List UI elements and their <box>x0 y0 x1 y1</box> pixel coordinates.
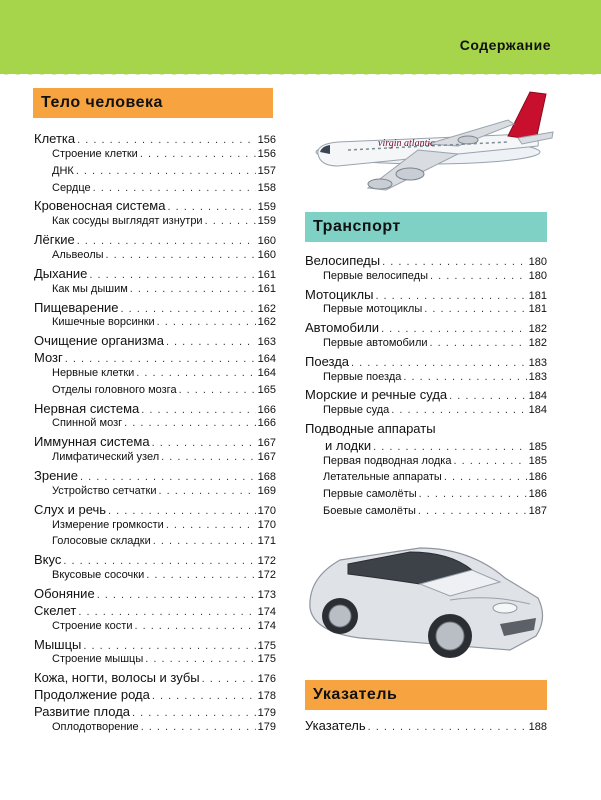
toc-entry-page: 174 <box>257 605 276 618</box>
toc-entry <box>323 337 547 349</box>
toc-entry-title: Мышцы <box>34 636 82 652</box>
toc-entry-leader <box>77 235 256 247</box>
section-title: Тело человека <box>41 94 163 111</box>
toc-entry <box>52 367 276 379</box>
toc-entry-leader <box>80 471 256 483</box>
toc-entry-leader <box>83 640 255 652</box>
toc-entry <box>34 198 276 213</box>
toc-entry-page: 164 <box>257 353 276 366</box>
toc-entry-title: Иммунная система <box>34 434 150 450</box>
toc-entry-title: Как мы дышим <box>52 282 128 295</box>
toc-entry-title: Боевые самолёты <box>323 505 416 517</box>
section-title: Указатель <box>313 686 398 703</box>
toc-entry-title: Нервные клетки <box>52 366 135 379</box>
toc-entry-leader <box>97 589 256 601</box>
toc-entry-title: Лёгкие <box>34 232 75 248</box>
toc-entry <box>34 300 276 315</box>
toc-entry-title: Зрение <box>34 468 78 483</box>
toc-entry-page: 170 <box>257 518 276 531</box>
page-title: Содержание <box>459 37 551 53</box>
toc-entry <box>34 687 276 702</box>
toc-entry-leader <box>76 165 256 177</box>
toc-entry <box>34 434 276 449</box>
toc-entry-title: Сердце <box>52 181 91 194</box>
toc-entry <box>323 404 547 416</box>
toc-entry-page: 168 <box>257 471 276 483</box>
toc-entry-leader <box>430 337 527 349</box>
toc-entry-page: 187 <box>528 505 547 517</box>
toc-entry-leader <box>373 441 527 453</box>
toc-entry-leader <box>382 256 527 268</box>
toc-entry-leader <box>167 201 255 213</box>
toc-entry <box>305 253 547 268</box>
toc-entry-title: Строение мышцы <box>52 653 144 666</box>
toc-entry-title: Как сосуды выглядят изнутри <box>52 215 203 228</box>
toc-entry-leader <box>166 519 256 531</box>
toc-entry-leader <box>391 404 526 416</box>
toc-entry-page: 164 <box>257 366 276 379</box>
toc-entry <box>34 333 276 348</box>
section-header-transport <box>305 212 547 242</box>
toc-entry-leader <box>63 555 255 567</box>
toc-entry-title: Летательные аппараты <box>323 471 442 484</box>
toc-entry-page: 173 <box>257 588 276 601</box>
toc-entry-leader <box>152 690 256 702</box>
toc-entry <box>34 502 276 517</box>
toc-entry-page: 172 <box>257 555 276 568</box>
toc-entry-leader <box>124 417 256 429</box>
toc-entry-page: 160 <box>257 248 276 261</box>
toc-entry-title: Лимфатический узел <box>52 451 160 464</box>
toc-entry-page: 176 <box>257 673 276 686</box>
toc-entry <box>34 401 276 416</box>
toc-entry-leader <box>121 303 256 315</box>
toc-entry-title: Дыхание <box>34 265 88 281</box>
toc-entry-page: 156 <box>257 134 276 146</box>
toc-entry-title: Кожа, ногти, волосы и зубы <box>34 670 200 686</box>
toc-entry-title: Оплодотворение <box>52 720 139 733</box>
toc-entry-leader <box>108 505 256 517</box>
toc-entry <box>52 451 276 463</box>
toc-entry-page: 169 <box>257 484 276 497</box>
toc-entry <box>34 266 276 281</box>
toc-entry <box>52 316 276 328</box>
toc-entry-page: 163 <box>257 336 276 349</box>
toc-entry-leader <box>351 357 527 369</box>
toc-entry <box>52 653 276 665</box>
toc-entry-page: 161 <box>257 282 276 295</box>
toc-entry-leader <box>424 303 526 315</box>
toc-entry-page: 188 <box>528 721 547 733</box>
toc-entry-page: 181 <box>528 303 547 316</box>
toc-entry-leader <box>141 404 255 416</box>
toc-entry-page: 157 <box>257 164 276 177</box>
toc-entry-page: 165 <box>257 383 276 396</box>
toc-entry-leader <box>205 215 256 227</box>
toc-entry-title: Отделы головного мозга <box>52 383 177 396</box>
toc-entry-leader <box>159 485 256 497</box>
toc-entry-page: 184 <box>528 390 547 403</box>
toc-entry <box>52 384 276 396</box>
toc-entry-leader <box>89 269 255 281</box>
toc-entry-title: Вкус <box>34 552 62 568</box>
toc-entry-page: 170 <box>257 504 276 517</box>
toc-entry-title: Автомобили <box>305 320 380 336</box>
toc-entry <box>325 438 547 453</box>
toc-entry-title: Велосипеды <box>305 253 381 268</box>
toc-entry-title: Мозг <box>34 350 63 366</box>
toc-entry-page: 179 <box>257 720 276 733</box>
toc-entry-leader <box>93 182 256 194</box>
toc-entry <box>34 670 276 685</box>
toc-entry <box>34 350 276 365</box>
toc-entry <box>305 320 547 335</box>
toc-entry <box>52 249 276 261</box>
toc-entry-title: Первые велосипеды <box>323 269 428 282</box>
toc-entry <box>34 586 276 601</box>
toc-entry <box>52 519 276 531</box>
toc-entry-title: Скелет <box>34 602 77 618</box>
toc-entry-leader <box>106 249 256 261</box>
toc-entry-title: Развитие плода <box>34 703 131 719</box>
toc-entry-title: ДНК <box>52 164 74 177</box>
toc-entry-page: 183 <box>528 356 547 369</box>
toc-entry <box>305 287 547 302</box>
toc-entry-title: Вкусовые сосочки <box>52 569 145 582</box>
toc-entry <box>34 131 276 146</box>
toc-entry-title: Подводные аппараты <box>305 421 436 436</box>
toc-entry <box>323 505 547 517</box>
toc-entry <box>52 215 276 227</box>
toc-entry-page: 172 <box>257 569 276 582</box>
toc-entry <box>323 270 547 282</box>
toc-entry-leader <box>152 437 256 449</box>
toc-entry-page: 174 <box>257 619 276 632</box>
toc-entry <box>323 303 547 315</box>
toc-entry-title: Поезда <box>305 353 350 369</box>
toc-entry-page: 167 <box>257 451 276 464</box>
toc-entry-page: 175 <box>257 639 276 652</box>
toc-entry-title: Морские и речные суда <box>305 387 448 403</box>
toc-entry-title: Мотоциклы <box>305 286 374 302</box>
toc-entry-leader <box>444 471 527 483</box>
toc-entry-leader <box>130 283 256 295</box>
toc-entry-leader <box>132 707 256 719</box>
toc-entry-title: Кишечные ворсинки <box>52 316 155 329</box>
toc-entry-title: Первые поезда <box>323 370 402 383</box>
toc-entry-page: 180 <box>528 256 547 268</box>
toc-entry-title: Устройство сетчатки <box>52 484 157 497</box>
toc-entry-leader <box>161 451 256 463</box>
toc-entry-page: 185 <box>528 454 547 467</box>
toc-entry <box>323 371 547 383</box>
toc-entry-title: Нервная система <box>34 400 140 416</box>
toc-entry-leader <box>65 353 256 365</box>
toc-entry-leader <box>145 653 255 665</box>
toc-entry-page: 185 <box>528 440 547 453</box>
toc-entry-page: 158 <box>257 181 276 194</box>
toc-entry <box>323 455 547 467</box>
toc-entry-title: Измерение громкости <box>52 518 164 531</box>
toc-entry-title: Первые мотоциклы <box>323 303 423 316</box>
toc-entry-title: Спинной мозг <box>52 417 123 430</box>
toc-entry-page: 162 <box>257 302 276 315</box>
toc-entry <box>34 232 276 247</box>
toc-entry-leader <box>78 606 255 618</box>
toc-entry <box>52 485 276 497</box>
toc-entry-leader <box>202 673 256 685</box>
toc-entry <box>305 718 547 733</box>
toc-entry-leader <box>146 569 255 581</box>
toc-entry <box>52 283 276 295</box>
toc-entry <box>305 354 547 369</box>
toc-entry-title: Кровеносная система <box>34 198 166 214</box>
toc-entry-title: Голосовые складки <box>52 535 151 548</box>
airplane-illustration <box>308 80 558 200</box>
toc-entry-page: 166 <box>257 403 276 416</box>
toc-entry <box>34 603 276 618</box>
toc-entry <box>52 569 276 581</box>
toc-entry-page: 160 <box>257 235 276 248</box>
toc-entry-title: Первые суда <box>323 404 390 417</box>
toc-entry-page: 182 <box>528 337 547 349</box>
toc-entry-page: 181 <box>528 289 547 302</box>
toc-entry-title: Слух и речь <box>34 501 107 517</box>
toc-entry-leader <box>77 134 256 146</box>
toc-entry-page: 159 <box>257 201 276 214</box>
toc-entry-leader <box>430 270 527 282</box>
toc-entry-title: Альвеолы <box>52 248 104 261</box>
toc-entry-leader <box>153 535 256 547</box>
toc-entry-leader <box>375 290 526 302</box>
toc-entry <box>52 721 276 733</box>
section-header-body <box>33 88 273 118</box>
toc-entry-title: Обоняние <box>34 585 95 601</box>
toc-entry-page: 186 <box>528 471 547 484</box>
toc-entry-page: 159 <box>257 215 276 228</box>
toc-entry-leader <box>368 721 527 733</box>
toc-entry-leader <box>157 316 256 328</box>
toc-entry-page: 167 <box>257 437 276 450</box>
toc-entry-page: 161 <box>257 268 276 281</box>
toc-entry-title: Пищеварение <box>34 299 119 315</box>
toc-entry-leader <box>453 455 526 467</box>
toc-entry-page: 162 <box>257 316 276 329</box>
toc-entry-leader <box>166 336 256 348</box>
toc-entry-page: 182 <box>528 323 547 336</box>
toc-entry-title: Строение кости <box>52 619 133 632</box>
toc-entry-title: Очищение организма <box>34 333 164 349</box>
toc-entry-page: 179 <box>257 706 276 719</box>
toc-entry-title: Продолжение рода <box>34 687 150 703</box>
toc-entry-page: 183 <box>528 370 547 383</box>
toc-entry <box>52 148 276 160</box>
toc-entry-title: Клетка <box>34 131 76 146</box>
toc-entry <box>323 488 547 500</box>
toc-entry <box>34 468 276 483</box>
toc-entry-page: 178 <box>257 690 276 703</box>
toc-entry <box>52 535 276 547</box>
toc-entry <box>52 620 276 632</box>
section-title: Транспорт <box>313 218 401 235</box>
toc-entry-title: Первые самолёты <box>323 488 417 501</box>
toc-entry <box>305 387 547 402</box>
toc-entry <box>52 417 276 429</box>
toc-entry-leader <box>381 323 527 335</box>
car-illustration <box>300 538 550 663</box>
airplane-livery-text: virgin atlantic <box>378 138 435 149</box>
toc-entry-title: Первые автомобили <box>323 337 428 349</box>
toc-entry-page: 180 <box>528 269 547 282</box>
toc-entry <box>323 471 547 483</box>
toc-entry-title: Первая подводная лодка <box>323 454 452 467</box>
toc-entry-leader <box>449 390 526 402</box>
toc-entry-leader <box>140 148 256 160</box>
toc-entry-page: 175 <box>257 653 276 666</box>
toc-entry-leader <box>419 488 527 500</box>
toc-entry-leader <box>141 721 256 733</box>
toc-entry <box>34 704 276 719</box>
toc-entry <box>305 421 547 436</box>
toc-entry <box>34 637 276 652</box>
toc-entry-page: 171 <box>257 535 276 548</box>
toc-entry-leader <box>403 371 526 383</box>
toc-entry <box>52 165 276 177</box>
section-header-index <box>305 680 547 710</box>
toc-entry-page: 156 <box>257 147 276 160</box>
toc-entry <box>52 182 276 194</box>
toc-entry-title: Строение клетки <box>52 147 138 160</box>
toc-entry-page: 166 <box>257 417 276 430</box>
toc-entry-title: Указатель <box>305 718 366 733</box>
toc-entry-title: и лодки <box>325 437 372 453</box>
toc-entry-leader <box>136 367 255 379</box>
toc-entry-page: 186 <box>528 488 547 501</box>
toc-entry-leader <box>134 620 255 632</box>
toc-entry-page: 184 <box>528 404 547 417</box>
toc-entry-leader <box>418 505 527 517</box>
toc-entry-leader <box>179 384 256 396</box>
toc-entry <box>34 552 276 567</box>
